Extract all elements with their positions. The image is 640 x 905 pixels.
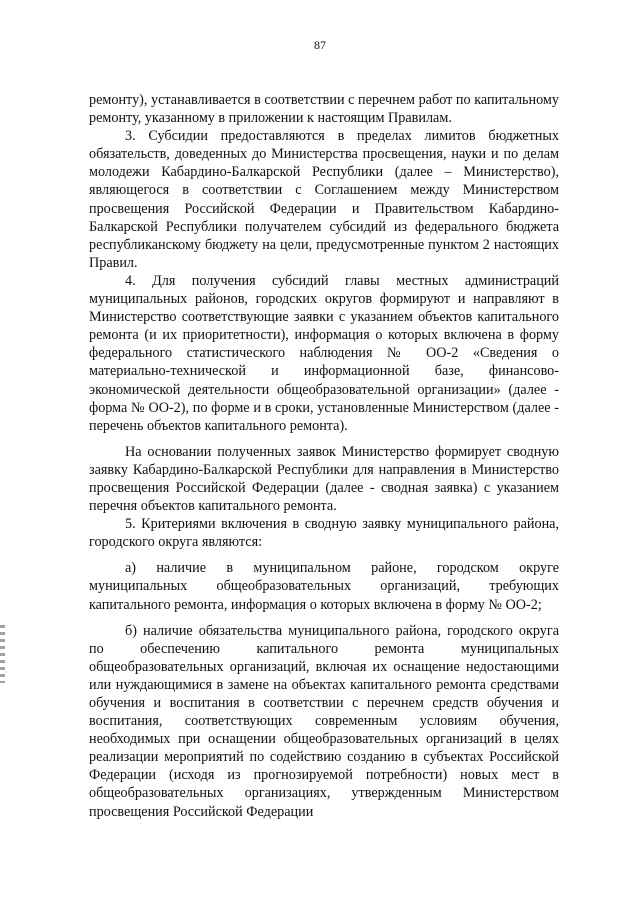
paragraph-5-item-b: б) наличие обязательства муниципального района, городского округа по обеспечению капитального ремонта муниципальных общеобразовательных организаций, включая их оснащение недостающими или нуждающимися в замене на объектах капитального ремонта средствами обучения и воспитания в соответствии с перечнем средств обучения и воспитания, соответствующих современным условиям обучения, необходимых при оснащении общеобразовательных организаций в целях реализации мероприятий по содействию созданию в субъектах Российской Федерации (исходя из прогнозируемой потребности) новых мест в общеобразовательных организациях, утвержденным Министерством просвещения Российской Федерации <box>89 622 559 820</box>
document-body <box>89 91 559 821</box>
paragraph-5-item-a: а) наличие в муниципальном районе, городском округе муниципальных общеобразовательных организаций, требующих капитального ремонта, информация о которых включена в форму № ОО-2; <box>89 560 559 613</box>
paragraph-5: 5. Критериями включения в сводную заявку муниципального района, городского округа являются: <box>89 516 559 551</box>
paragraph-4: 4. Для получения субсидий главы местных администраций муниципальных районов, городских округов формируют и направляют в Министерство соответствующие заявки с указанием объектов капитального ремонта (и их приоритетности), информация о которых включена в форму федерального статистического наблюдения № ОО-2 «Сведения о материально-технической и информационной базе, финансово-экономической деятельности общеобразовательной организации» (далее - форма № ОО-2), по форме и в сроки, установленные Министерством (далее - перечень объектов капитального ремонта). <box>89 272 559 434</box>
paragraph-continuation: ремонту), устанавливается в соответствии с перечнем работ по капитальному ремонту, указанному в приложении к настоящим Правилам. <box>89 92 559 127</box>
paragraph-4-consolidated-request: На основании полученных заявок Министерство формирует сводную заявку Кабардино-Балкарской Республики для направления в Министерство просвещения Российской Федерации (далее - сводная заявка) с указанием перечня объектов капитального ремонта. <box>89 443 559 515</box>
scan-margin-mark <box>0 625 5 683</box>
page-number: 87 <box>314 38 326 52</box>
paragraph-3: 3. Субсидии предоставляются в пределах лимитов бюджетных обязательств, доведенных до Министерства просвещения, науки и по делам молодежи Кабардино-Балкарской Республики (далее – Министерство), являющегося в соответствии с Соглашением между Министерством просвещения Российской Федерации и Правительством Кабардино-Балкарской Республики получателем субсидий из федерального бюджета республиканскому бюджету на цели, предусмотренные пунктом 2 настоящих Правил. <box>89 128 559 271</box>
